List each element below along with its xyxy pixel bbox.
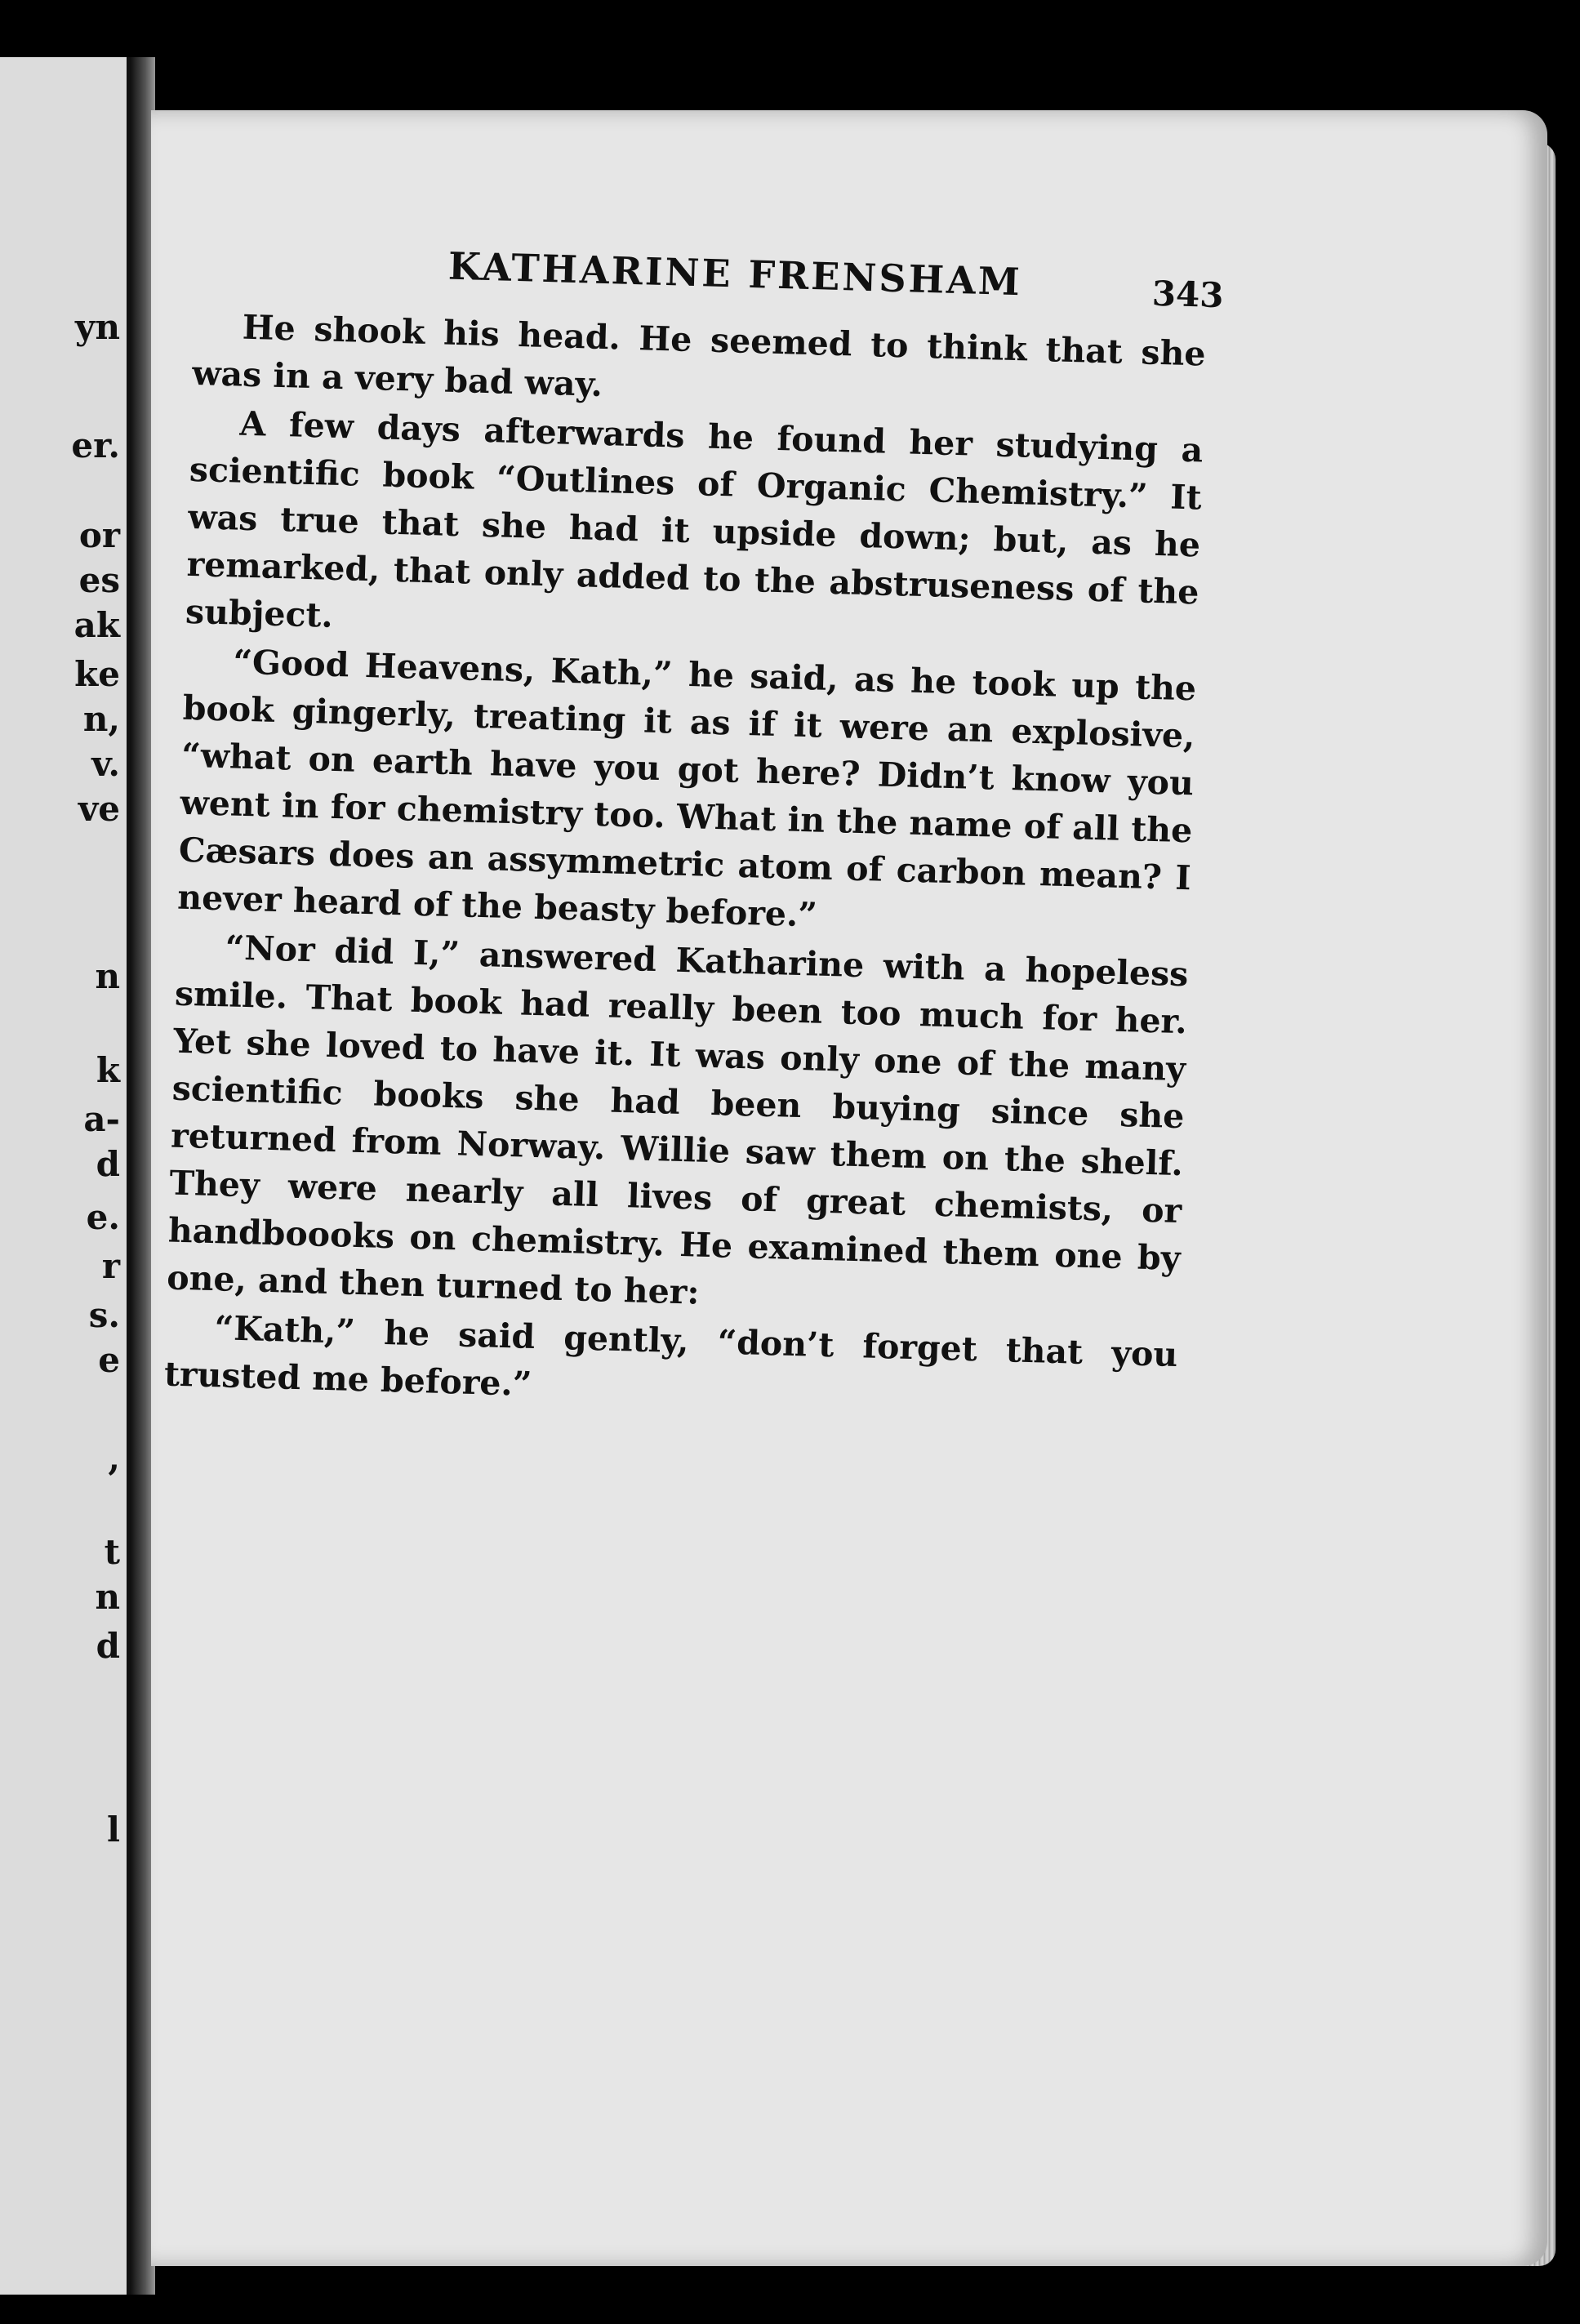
left-page-glyph: or (78, 515, 120, 555)
left-page-glyph: n (95, 956, 120, 996)
left-page-glyph: s. (88, 1295, 120, 1335)
paragraph: A few days afterwards he found her studying a scientific book “Outlines of Organic Chemistry.” It was true that she had it upside down; but, as he remarked, that only added to the abstruseness of the subject. (185, 403, 1204, 635)
left-page-glyph: k (96, 1050, 120, 1090)
left-page-glyph: r (101, 1246, 120, 1286)
paragraph: “Kath,” he said gently, “don’t forget that you trusted me before.” (163, 1308, 1178, 1405)
paragraph: “Nor did I,” answered Katharine with a hopeless smile. That book had really been too much for her. Yet she loved to have it. It was only one of the many scientific books she had been buying since she returned from Norway. Willie saw them on the shelf. They were nearly all lives of great chemists, or handboooks on chemistry. He examined them one by one, and then turned to her: (166, 928, 1189, 1312)
left-page-glyph: ak (73, 605, 120, 645)
page-text-block (163, 237, 1225, 1426)
left-page-glyph: , (108, 1438, 120, 1478)
left-page-glyph: v. (91, 744, 120, 784)
left-page-glyph: er. (71, 425, 120, 465)
left-facing-page (0, 57, 131, 2295)
left-page-glyph: ke (74, 654, 120, 694)
left-page-glyph: es (78, 560, 120, 600)
left-page-glyph: a- (83, 1099, 120, 1139)
left-page-glyph: d (96, 1144, 120, 1184)
paragraph: “Good Heavens, Kath,” he said, as he took up the book gingerly, treating it as if it were an explosive, “what on earth have you got here? Didn’t know you went in for chemistry too. What in the name of all the Cæsars does an assymmetric atom of carbon mean? I never heard of the beasty before.” (176, 642, 1197, 935)
left-page-glyph: n, (82, 699, 120, 739)
left-page-glyph: d (96, 1626, 120, 1666)
left-page-glyph: e. (86, 1197, 120, 1237)
left-page-glyph: e (98, 1340, 120, 1380)
left-page-glyph: t (104, 1532, 120, 1572)
left-page-glyph: n (95, 1577, 120, 1617)
left-page-glyph: yn (75, 307, 120, 347)
left-page-glyph: ve (78, 789, 120, 829)
page-number: 343 (1151, 273, 1225, 316)
paragraph: He shook his head. He seemed to think that she was in a very bad way. (191, 307, 1207, 404)
left-page-glyph: l (107, 1810, 120, 1850)
running-title: KATHARINE FRENSHAM (447, 243, 1023, 305)
